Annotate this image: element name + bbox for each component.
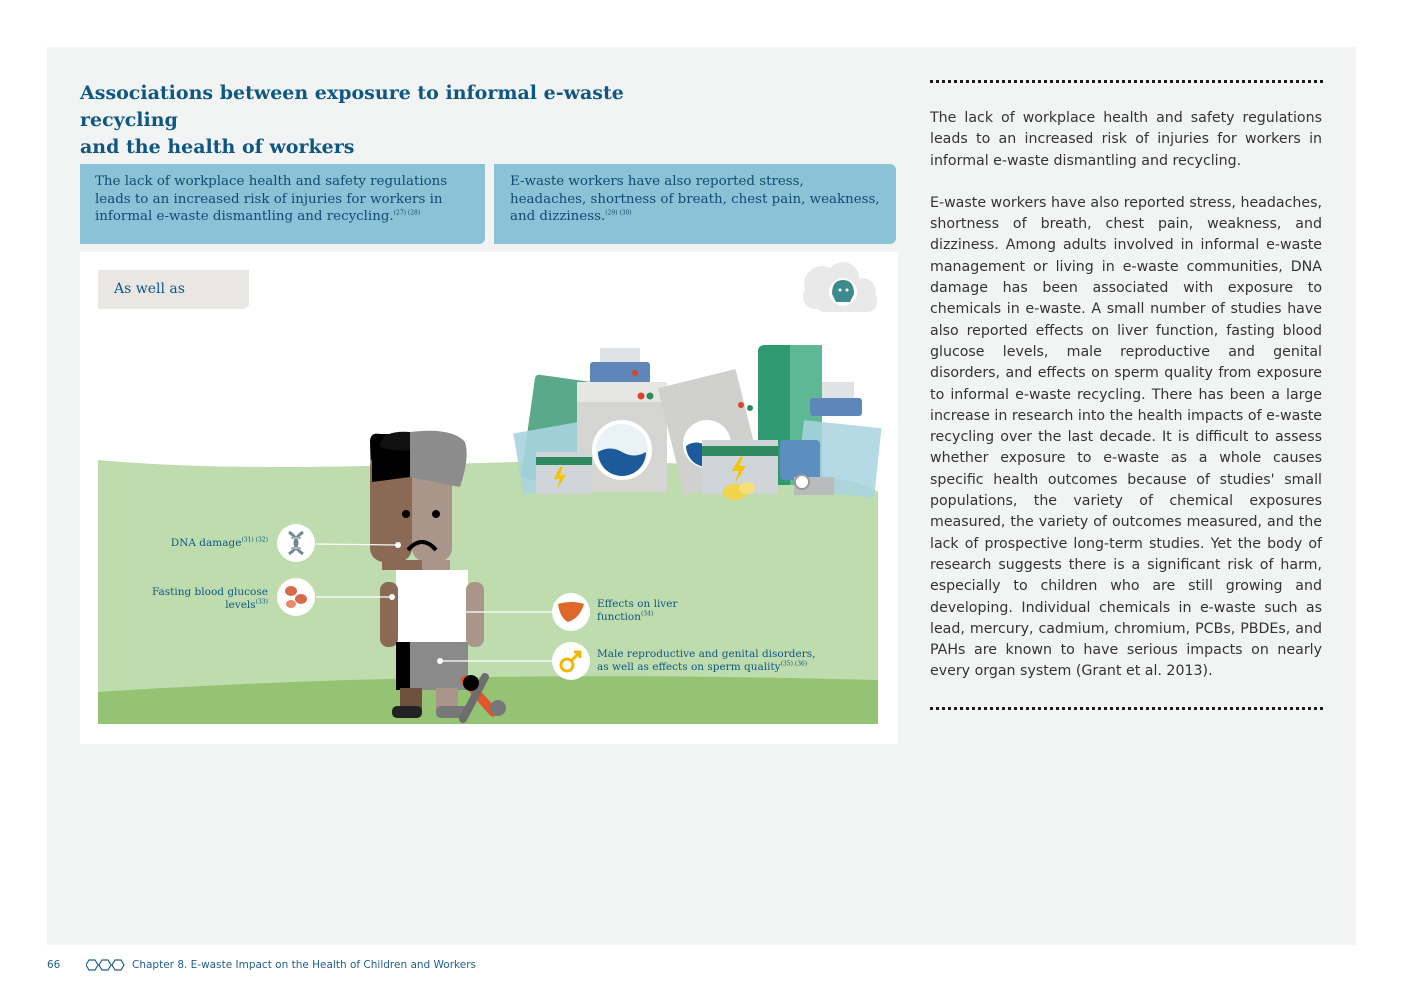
body-paragraph-2: E-waste workers have also reported stress, headaches, shortness of breath, chest pain, weakness, and dizziness. Among adults involved in informal e-waste management or living in e-waste communities, DNA damage has been associated with exposure to chemicals in e-waste. A small number of studies have also reported effects on liver function, fasting blood glucose levels, male reproductive and genital disorders, and effects on sperm quality from exposure to informal e-waste recycling. There has been a large increase in research into the health impacts of e-waste recycling over the last decade. It is difficult to assess whether exposure to e-waste as a whole causes specific health outcomes because of studies' small populations, the variety of chemical exposures measured, the variety of outcomes measured, and the lack of prospective long-term studies. Yet the body of research suggests there is a significant risk of harm, especially to children who are still growing and developing. Individual chemicals in e-waste such as lead, mercury, cadmium, chromium, PCBs, PBDEs, and PAHs are known to have serious impacts on nearly every organ system (Grant et al. 2013).	[930, 194, 1322, 680]
blood-glucose-label: Fasting blood glucose levels$^{(33)}$	[151, 586, 268, 611]
bottom-dotted-rule	[930, 707, 1323, 710]
top-dotted-rule	[930, 80, 1323, 83]
worker-health-illustration	[80, 252, 898, 744]
dna-damage-label: DNA damage$^{(31) (32)}$	[170, 536, 268, 549]
head-stress-icon	[803, 262, 877, 312]
liver-icon	[552, 593, 590, 631]
stress-symptoms-text: E-waste workers have also reported stress, headaches, shortness of breath, chest pain, weakness, and dizziness.	[510, 174, 880, 224]
as-well-as-tag: As well as	[98, 270, 249, 309]
liver-function-label: Effects on liver function$^{(34)}$	[597, 598, 678, 623]
injury-risk-box	[80, 164, 485, 244]
reproductive-disorders-label: Male reproductive and genital disorders, as well as effects on sperm quality$^{(35) (36)}$	[597, 648, 816, 673]
male-symbol-icon	[552, 642, 590, 680]
body-text	[930, 108, 1322, 704]
e-waste-pile	[513, 345, 881, 500]
blood-cells-icon	[277, 578, 315, 616]
body-paragraph-1: The lack of workplace health and safety regulations leads to an increased risk of injuries for workers in informal e-waste dismantling and recycling.	[930, 110, 1322, 169]
injury-risk-refs: (27) (28)	[393, 209, 421, 217]
page-number: 66	[47, 959, 61, 971]
page-title: Associations between exposure to informal e-waste recycling and the health of workers	[80, 82, 624, 158]
injury-risk-text: The lack of workplace health and safety regulations leads to an increased risk of injuries for workers in informal e-waste dismantling and recycling.	[95, 174, 448, 224]
dna-icon	[277, 524, 315, 562]
hexagon-logo-icon	[86, 959, 126, 971]
stress-symptoms-box	[494, 164, 896, 244]
chapter-title: Chapter 8. E-waste Impact on the Health of Children and Workers	[132, 959, 476, 971]
stress-symptoms-refs: (29) (30)	[605, 209, 632, 217]
